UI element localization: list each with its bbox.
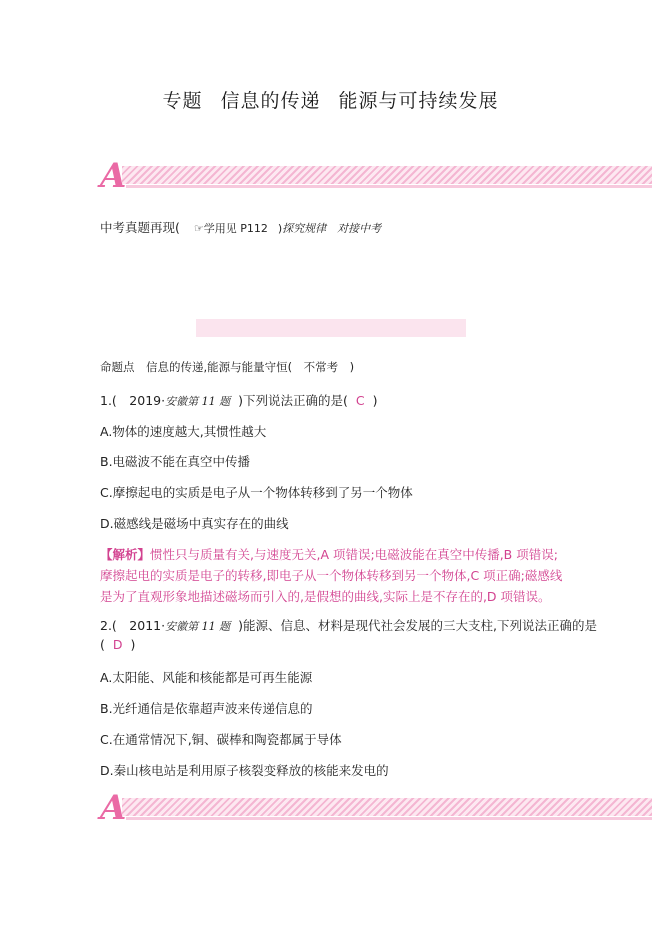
q1-source: 安徽第 11 题	[165, 395, 231, 408]
q1-answer: C	[355, 393, 365, 408]
q2-line2-open: (	[100, 637, 105, 652]
section-tagline: 探究规律 对接中考	[282, 222, 382, 235]
q2-stem-text: )能源、信息、材料是现代社会发展的三大支柱,下列说法正确的是	[238, 618, 597, 633]
section-banner-top	[100, 156, 652, 196]
title-part-3: 能源与可持续发展	[338, 90, 499, 112]
q1-option-b: B.电磁波不能在真空中传播	[100, 454, 251, 469]
q2-close: )	[130, 637, 136, 652]
section-label: 中考真题再现(	[100, 220, 180, 235]
banner-stripe	[122, 166, 652, 184]
question-1-stem	[100, 391, 377, 409]
analysis-label: 【解析】	[100, 547, 151, 562]
page-title	[0, 86, 661, 113]
banner-underline	[126, 185, 652, 188]
banner-stripe	[122, 798, 652, 816]
q2-option-c: C.在通常情况下,铜、碳棒和陶瓷都属于导体	[100, 732, 342, 747]
q2-option-a: A.太阳能、风能和核能都是可再生能源	[100, 670, 313, 685]
q2-option-b: B.光纤通信是依靠超声波来传递信息的	[100, 701, 313, 716]
q1-option-d: D.磁感线是磁场中真实存在的曲线	[100, 516, 289, 531]
q1-option-c: C.摩擦起电的实质是电子从一个物体转移到了另一个物体	[100, 485, 413, 500]
topic-label: 命题点 信息的传递,能源与能量守恒( 不常考 )	[100, 360, 355, 374]
q1-close: )	[372, 393, 378, 408]
highlight-box	[196, 319, 466, 337]
section-close: )	[277, 222, 283, 235]
q1-stem-text: )下列说法正确的是(	[238, 393, 348, 408]
title-part-2: 信息的传递	[220, 90, 321, 112]
section-banner-bottom	[100, 788, 652, 828]
title-part-1: 专题	[162, 90, 203, 112]
question-2-answer-line	[100, 637, 135, 652]
analysis-text: 惯性只与质量有关,与速度无关,A 项错误;电磁波能在真空中传播,B 项错误;摩擦起电的实质是电子的转移,即电子从一个物体转移到另一个物体,C 项正确;磁感线是为了直观形象地描述磁场而引入的,是假想的曲线,实际上是不存在的,D 项错误。	[100, 547, 563, 604]
q2-option-d: D.秦山核电站是利用原子核裂变释放的核能来发电的	[100, 763, 389, 778]
banner-letter: A	[100, 788, 127, 828]
section-heading	[100, 218, 381, 236]
banner-underline	[126, 817, 652, 820]
q1-stem-open: 1.( 2019·	[100, 393, 166, 408]
q2-answer: D	[112, 637, 123, 652]
q2-stem-open: 2.( 2011·	[100, 618, 166, 633]
section-reference: ☞学用见 P112	[193, 222, 268, 235]
q2-source: 安徽第 11 题	[165, 620, 231, 633]
q1-analysis	[100, 544, 568, 607]
banner-letter: A	[100, 156, 127, 196]
q1-option-a: A.物体的速度越大,其惯性越大	[100, 424, 267, 439]
question-2-stem	[100, 616, 597, 634]
